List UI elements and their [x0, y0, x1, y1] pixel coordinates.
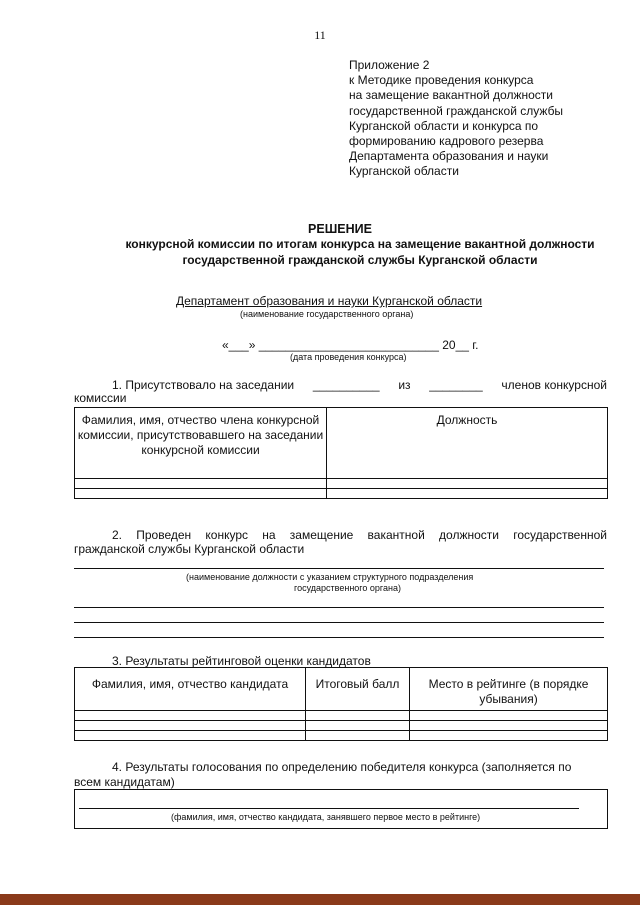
table-header-candidate-name: Фамилия, имя, отчество кандидата — [75, 668, 306, 711]
winner-name-line[interactable] — [79, 808, 579, 809]
section1-blank-present: __________ — [312, 378, 380, 392]
appendix-line: Департамента образования и науки — [349, 149, 549, 164]
section4-line2: всем кандидатам) — [74, 775, 175, 789]
table-cell[interactable] — [306, 711, 410, 721]
page-number: 11 — [314, 28, 326, 42]
winner-caption: (фамилия, имя, отчество кандидата, занявшего первое место в рейтинге) — [171, 812, 481, 822]
section1-line1 — [112, 378, 607, 392]
section4-line1: 4. Результаты голосования по определению победителя конкурса (заполняется по — [112, 760, 572, 774]
table-row — [75, 721, 608, 731]
table-header-member-name: Фамилия, имя, отчество члена конкурсной комиссии, присутствовавшего на заседании конкурсной комиссии — [75, 408, 327, 479]
table-cell[interactable] — [75, 479, 327, 489]
blank-line[interactable] — [74, 637, 604, 638]
table-header-position: Должность — [327, 408, 608, 479]
appendix-note — [349, 58, 563, 180]
date-caption: (дата проведения конкурса) — [290, 352, 407, 362]
candidate-rating-table — [74, 667, 608, 741]
department-name: Департамент образования и науки Курганской области — [176, 294, 483, 308]
document-subtitle-line2: государственной гражданской службы Курганской области — [182, 253, 538, 267]
position-caption-line1: (наименование должности с указанием структурного подразделения — [186, 572, 474, 582]
table-cell[interactable] — [327, 489, 608, 499]
table-row — [75, 731, 608, 741]
position-caption-line2: государственного органа) — [294, 583, 401, 593]
section3-title: 3. Результаты рейтинговой оценки кандидатов — [112, 654, 371, 668]
table-cell[interactable] — [410, 711, 608, 721]
section2-line2: гражданской службы Курганской области — [74, 542, 305, 556]
appendix-line: формированию кадрового резерва — [349, 134, 544, 149]
scan-edge — [0, 894, 640, 905]
section2-line1 — [112, 528, 607, 542]
appendix-line: Курганской области — [349, 164, 459, 179]
section1-from: из — [398, 378, 411, 392]
table-header-total-score: Итоговый балл — [306, 668, 410, 711]
position-line[interactable] — [74, 568, 604, 569]
appendix-line: к Методике проведения конкурса — [349, 73, 534, 88]
appendix-line: Курганской области и конкурса по — [349, 118, 539, 133]
section1-blank-total: ________ — [429, 378, 483, 392]
document-title: РЕШЕНИЕ — [308, 222, 372, 236]
section1-line2: комиссии — [74, 391, 127, 405]
appendix-line: на замещение вакантной должности — [349, 88, 553, 103]
table-cell[interactable] — [306, 721, 410, 731]
department-caption: (наименование государственного органа) — [240, 309, 414, 319]
table-cell[interactable] — [410, 721, 608, 731]
blank-line[interactable] — [74, 607, 604, 608]
table-header-rating-place: Место в рейтинге (в порядке убывания) — [410, 668, 608, 711]
table-cell[interactable] — [410, 731, 608, 741]
table-row — [75, 489, 608, 499]
commission-members-table — [74, 407, 608, 499]
table-cell[interactable] — [75, 489, 327, 499]
table-cell[interactable] — [306, 731, 410, 741]
winner-box — [74, 789, 608, 829]
table-cell[interactable] — [75, 721, 306, 731]
section1-text-b: членов конкурсной — [501, 378, 607, 392]
table-cell[interactable] — [75, 731, 306, 741]
appendix-line: государственной гражданской службы — [349, 103, 564, 118]
date-line: «___» ___________________________ 20__ г. — [222, 338, 479, 352]
section1-text-a: 1. Присутствовало на заседании — [112, 378, 295, 392]
table-cell[interactable] — [327, 479, 608, 489]
table-cell[interactable] — [75, 711, 306, 721]
blank-line[interactable] — [74, 622, 604, 623]
section2-line1-text: 2. Проведен конкурс на замещение вакантной должности государственной — [112, 528, 607, 542]
table-row — [75, 711, 608, 721]
document-subtitle-line1: конкурсной комиссии по итогам конкурса на замещение вакантной должности — [125, 237, 595, 251]
appendix-line: Приложение 2 — [349, 58, 430, 72]
table-row — [75, 479, 608, 489]
